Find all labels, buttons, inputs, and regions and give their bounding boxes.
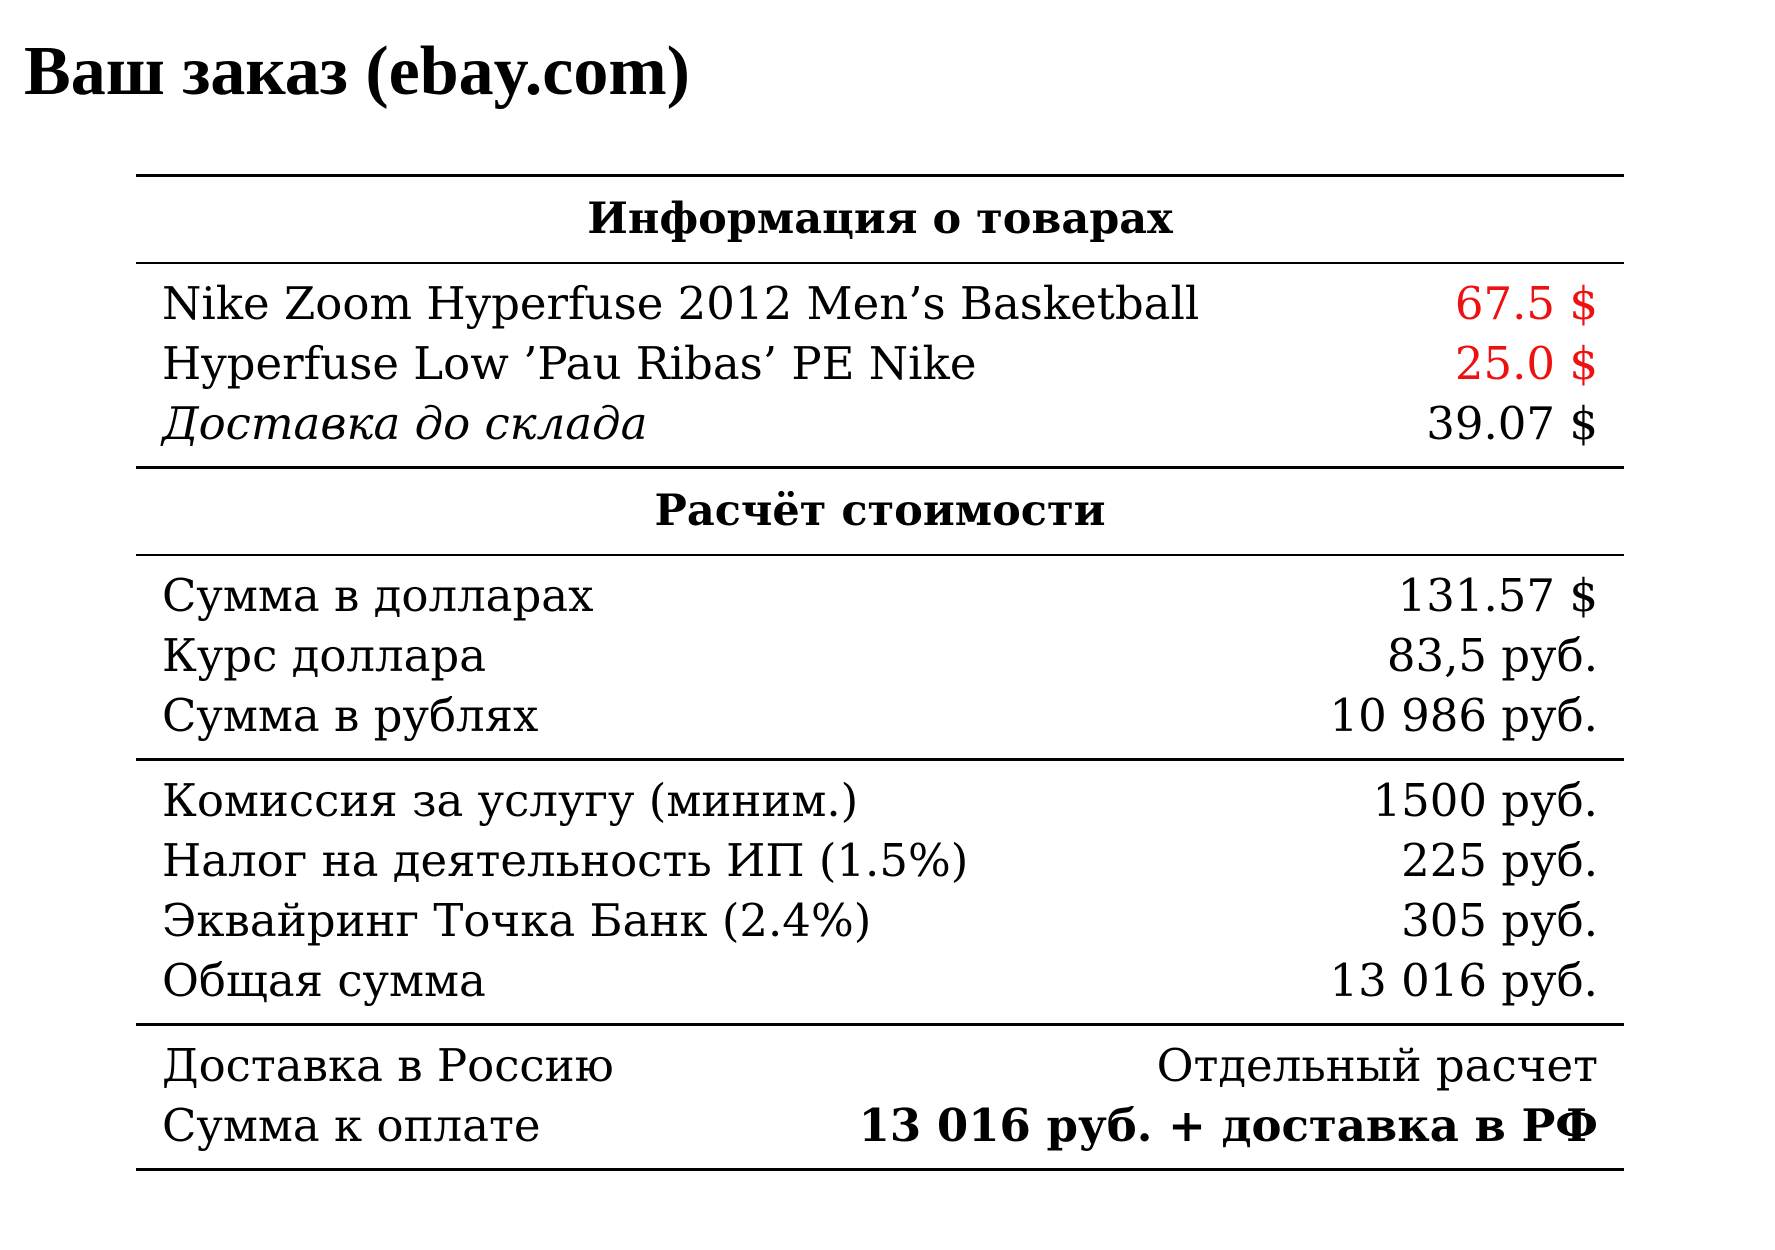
calc-row [136,566,1624,626]
russia-shipping-label: Доставка в Россию [162,1039,614,1092]
subtotal-row [136,951,1624,1011]
calc-row [136,686,1624,746]
goods-item-name: Hyperfuse Low ’Pau Ribas’ PE Nike [162,337,977,390]
goods-row [136,334,1624,394]
goods-item-price: 25.0 $ [1454,337,1598,390]
table-bottom-rule [136,1168,1624,1171]
fee-row-label: Налог на деятельность ИП (1.5%) [162,834,969,887]
warehouse-shipping-value: 39.07 $ [1426,397,1598,450]
calc-row-label: Курс доллара [162,629,487,682]
russia-shipping-value: Отдельный расчет [1156,1039,1598,1092]
calc-row-value: 10 986 руб. [1329,689,1598,742]
amount-due-value: 13 016 руб. + доставка в РФ [858,1099,1598,1152]
fee-row [136,771,1624,831]
page-title: Ваш заказ (ebay.com) [24,33,690,110]
fee-row-value: 305 руб. [1401,894,1598,947]
goods-item-name: Nike Zoom Hyperfuse 2012 Men’s Basketball [162,277,1200,330]
fee-row-value: 225 руб. [1401,834,1598,887]
calc-row [136,626,1624,686]
amount-due-row [136,1096,1624,1156]
fee-row-value: 1500 руб. [1372,774,1598,827]
calc-row-value: 83,5 руб. [1386,629,1598,682]
fee-row-label: Эквайринг Точка Банк (2.4%) [162,894,872,947]
calc-section-heading: Расчёт стоимости [654,486,1106,536]
warehouse-shipping-row [136,394,1624,454]
subtotal-value: 13 016 руб. [1329,954,1598,1007]
final-list [136,1026,1624,1168]
warehouse-shipping-label: Доставка до склада [162,397,648,450]
russia-shipping-row [136,1036,1624,1096]
fee-row [136,891,1624,951]
fee-row [136,831,1624,891]
goods-list [136,264,1624,466]
calc-row-value: 131.57 $ [1397,569,1598,622]
goods-item-price: 67.5 $ [1454,277,1598,330]
conversion-list [136,556,1624,758]
goods-row [136,274,1624,334]
calc-row-label: Сумма в долларах [162,569,594,622]
goods-section-heading: Информация о товарах [587,194,1173,244]
amount-due-label: Сумма к оплате [162,1099,541,1152]
subtotal-label: Общая сумма [162,954,486,1007]
fee-row-label: Комиссия за услугу (миним.) [162,774,859,827]
order-summary-table [136,174,1624,1171]
calc-row-label: Сумма в рублях [162,689,539,742]
fees-list [136,761,1624,1023]
